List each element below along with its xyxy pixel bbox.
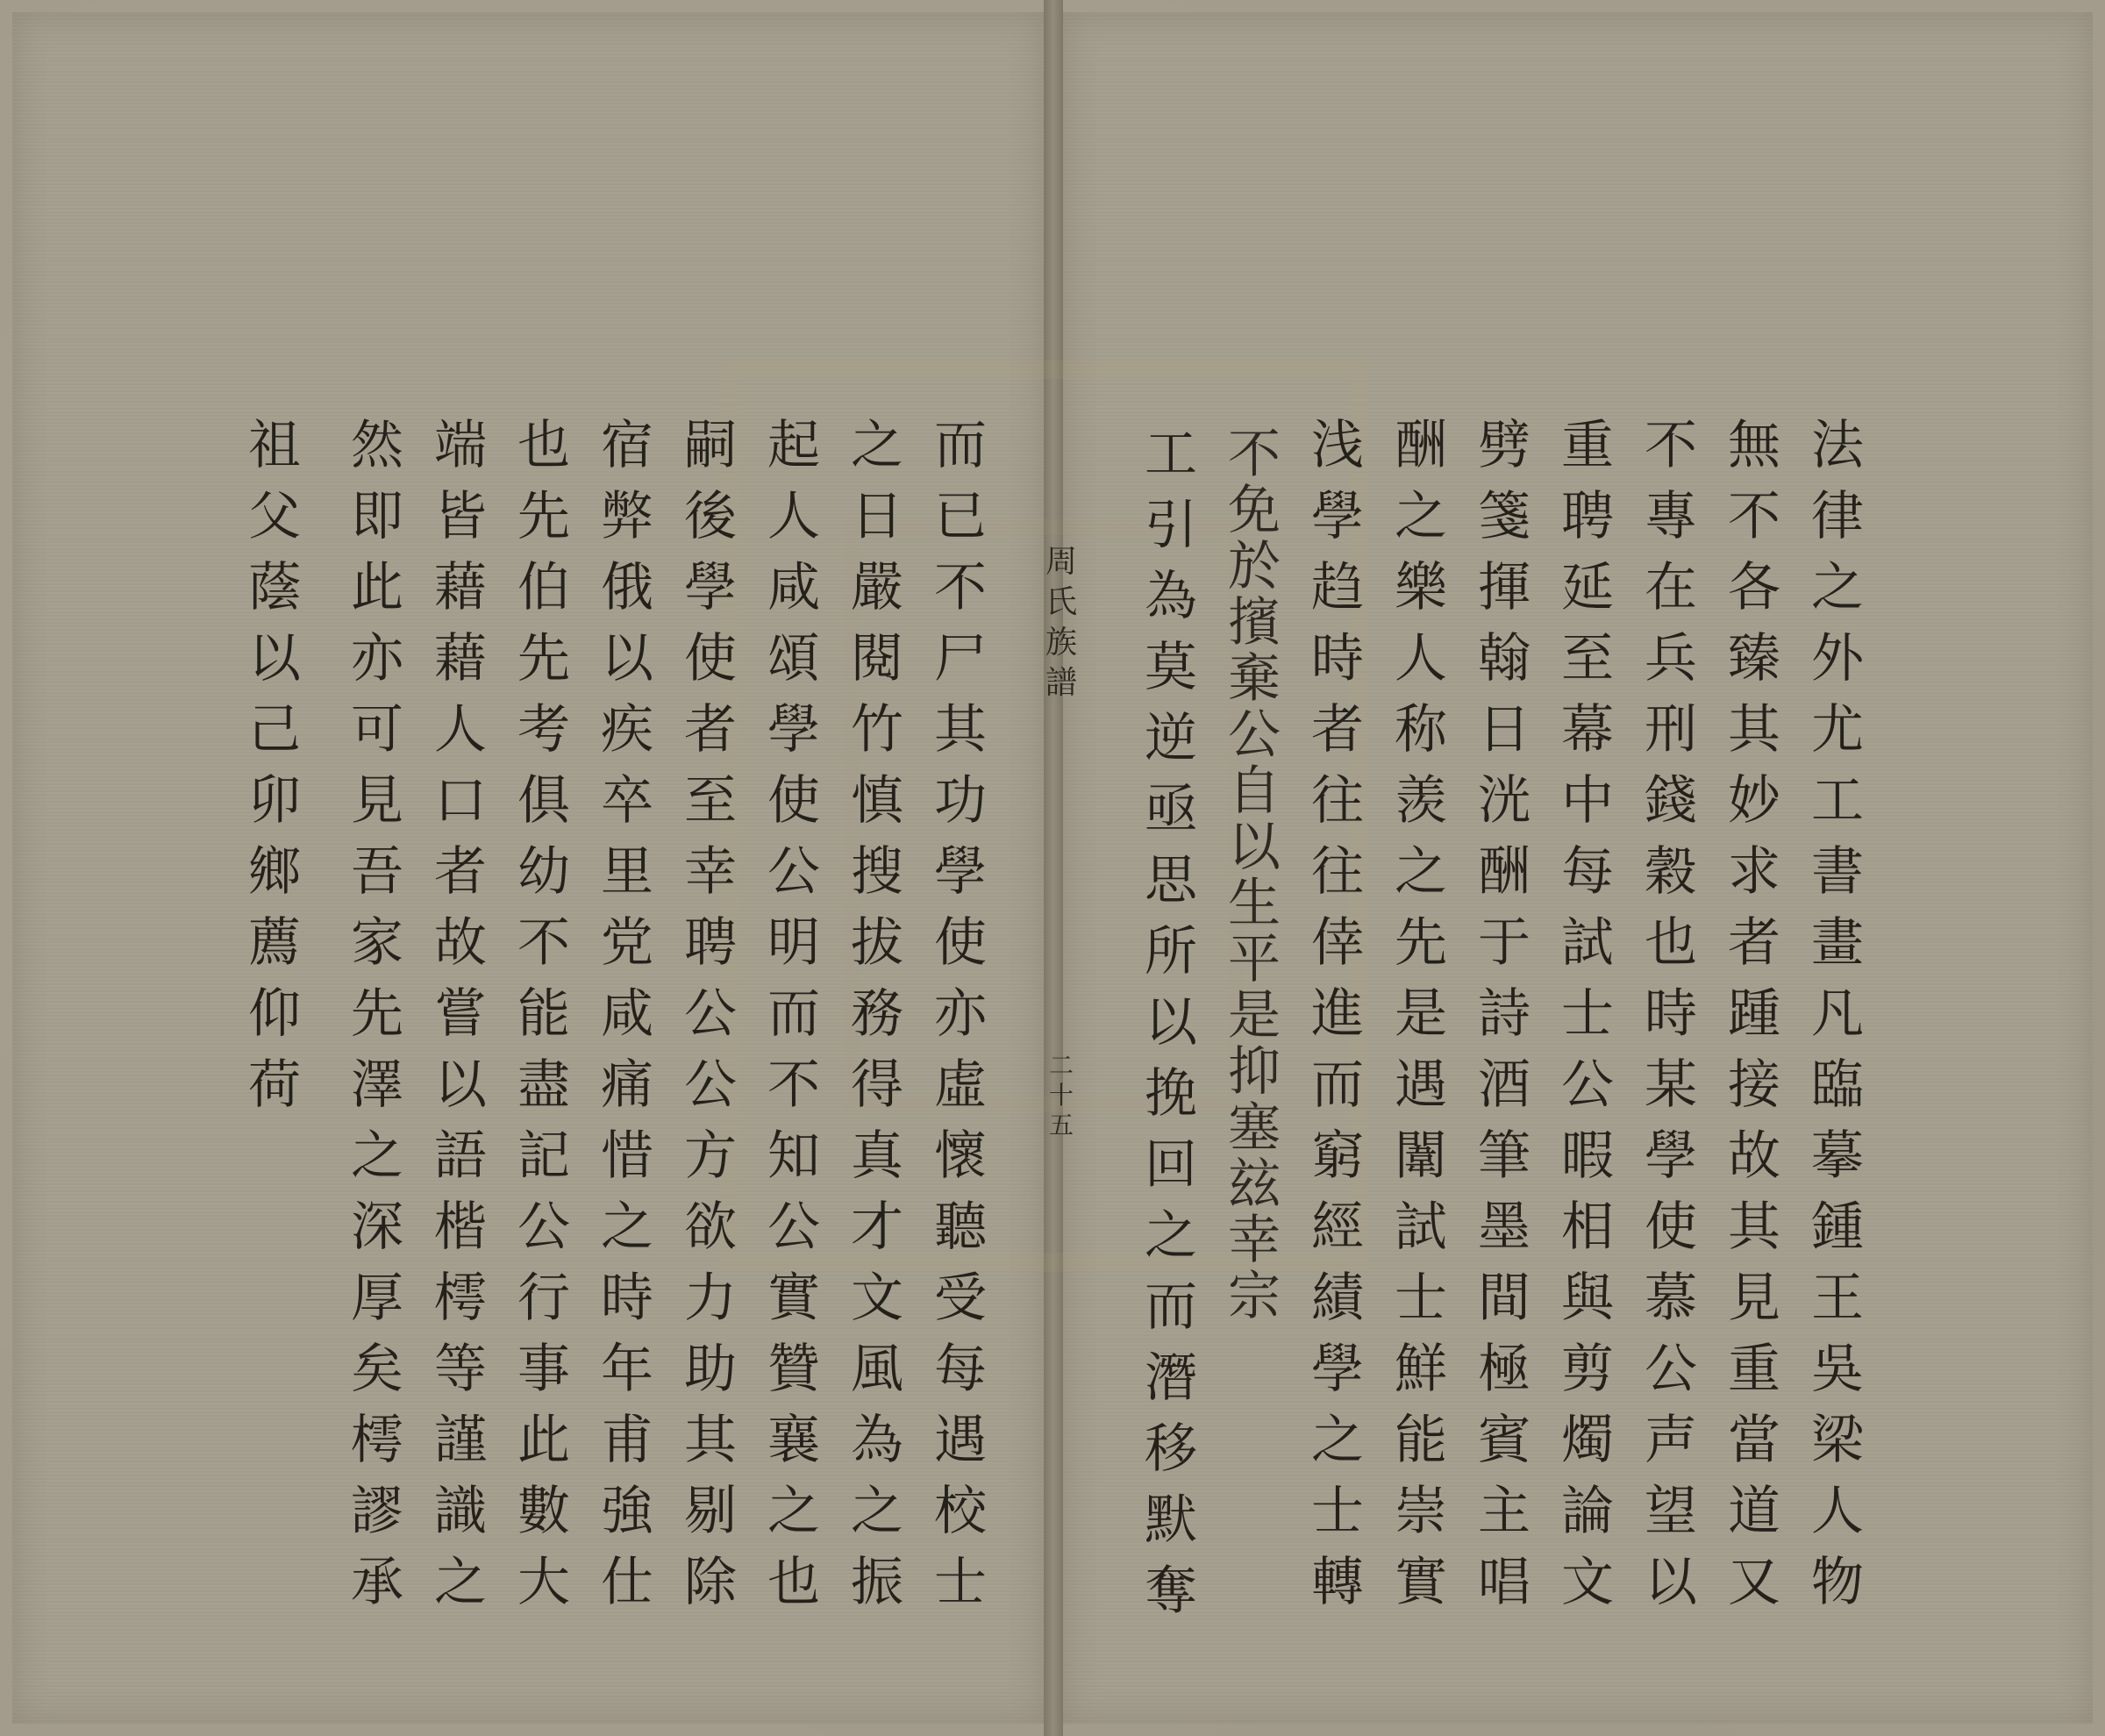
left-column-1: 而 已 不 尸 其 功 學 使 亦 虛 懷 聽 受 每 遇 校 士	[934, 415, 987, 1613]
right-column-8: 不 免 於 擯 棄 公 自 以 生 平 是 抑 塞 玆 幸 宗	[1228, 424, 1281, 1327]
right-column-1: 法 律 之 外 尤 工 書 畫 凡 臨 摹 鍾 王 吳 梁 人 物	[1811, 415, 1864, 1613]
left-column-6: 也 先 伯 先 考 俱 幼 不 能 盡 記 公 行 事 此 數 大	[517, 415, 570, 1613]
left-column-7: 端 皆 藉 藉 人 口 者 故 嘗 以 語 楷 樗 等 謹 識 之	[434, 415, 487, 1613]
right-column-5: 劈 箋 揮 翰 日 洸 酬 于 詩 酒 筆 墨 間 極 賓 主 唱	[1478, 415, 1531, 1613]
left-column-2: 之 日 嚴 閱 竹 慎 搜 拔 務 得 真 才 文 風 為 之 振	[851, 415, 903, 1613]
left-column-8: 然 即 此 亦 可 見 吾 家 先 澤 之 深 厚 矣 樗 謬 承	[351, 415, 403, 1613]
right-column-4: 重 聘 延 至 幕 中 每 試 士 公 暇 相 與 剪 燭 論 文	[1561, 415, 1614, 1613]
left-column-5: 宿 弊 俄 以 疾 卒 里 党 咸 痛 惜 之 時 年 甫 強 仕	[601, 415, 653, 1613]
right-column-7: 浅 學 趋 時 者 往 往 倖 進 而 窮 經 績 學 之 士 轉	[1311, 415, 1364, 1613]
margin-page-number: 二 十 五	[1048, 1051, 1074, 1139]
right-column-6: 酬 之 樂 人 称 羡 之 先 是 遇 闈 試 士 鮮 能 崇 實	[1395, 415, 1447, 1613]
left-column-4: 嗣 後 學 使 者 至 幸 聘 公 公 方 欲 力 助 其 剔 除	[684, 415, 737, 1613]
left-column-3: 起 人 咸 頌 學 使 公 明 而 不 知 公 實 贊 襄 之 也	[767, 415, 820, 1613]
left-column-9: 祖 父 蔭 以 己 卯 鄉 薦 仰 荷	[248, 415, 301, 1116]
right-column-9: 工 引 為 莫 逆 亟 思 所 以 挽 回 之 而 潛 移 默 奪	[1145, 424, 1197, 1622]
margin-title: 周 氏 族 譜	[1045, 544, 1077, 701]
right-column-3: 不 專 在 兵 刑 錢 穀 也 時 某 學 使 慕 公 声 望 以	[1645, 415, 1697, 1613]
right-column-2: 無 不 各 臻 其 妙 求 者 踵 接 故 其 見 重 當 道 又	[1728, 415, 1780, 1613]
